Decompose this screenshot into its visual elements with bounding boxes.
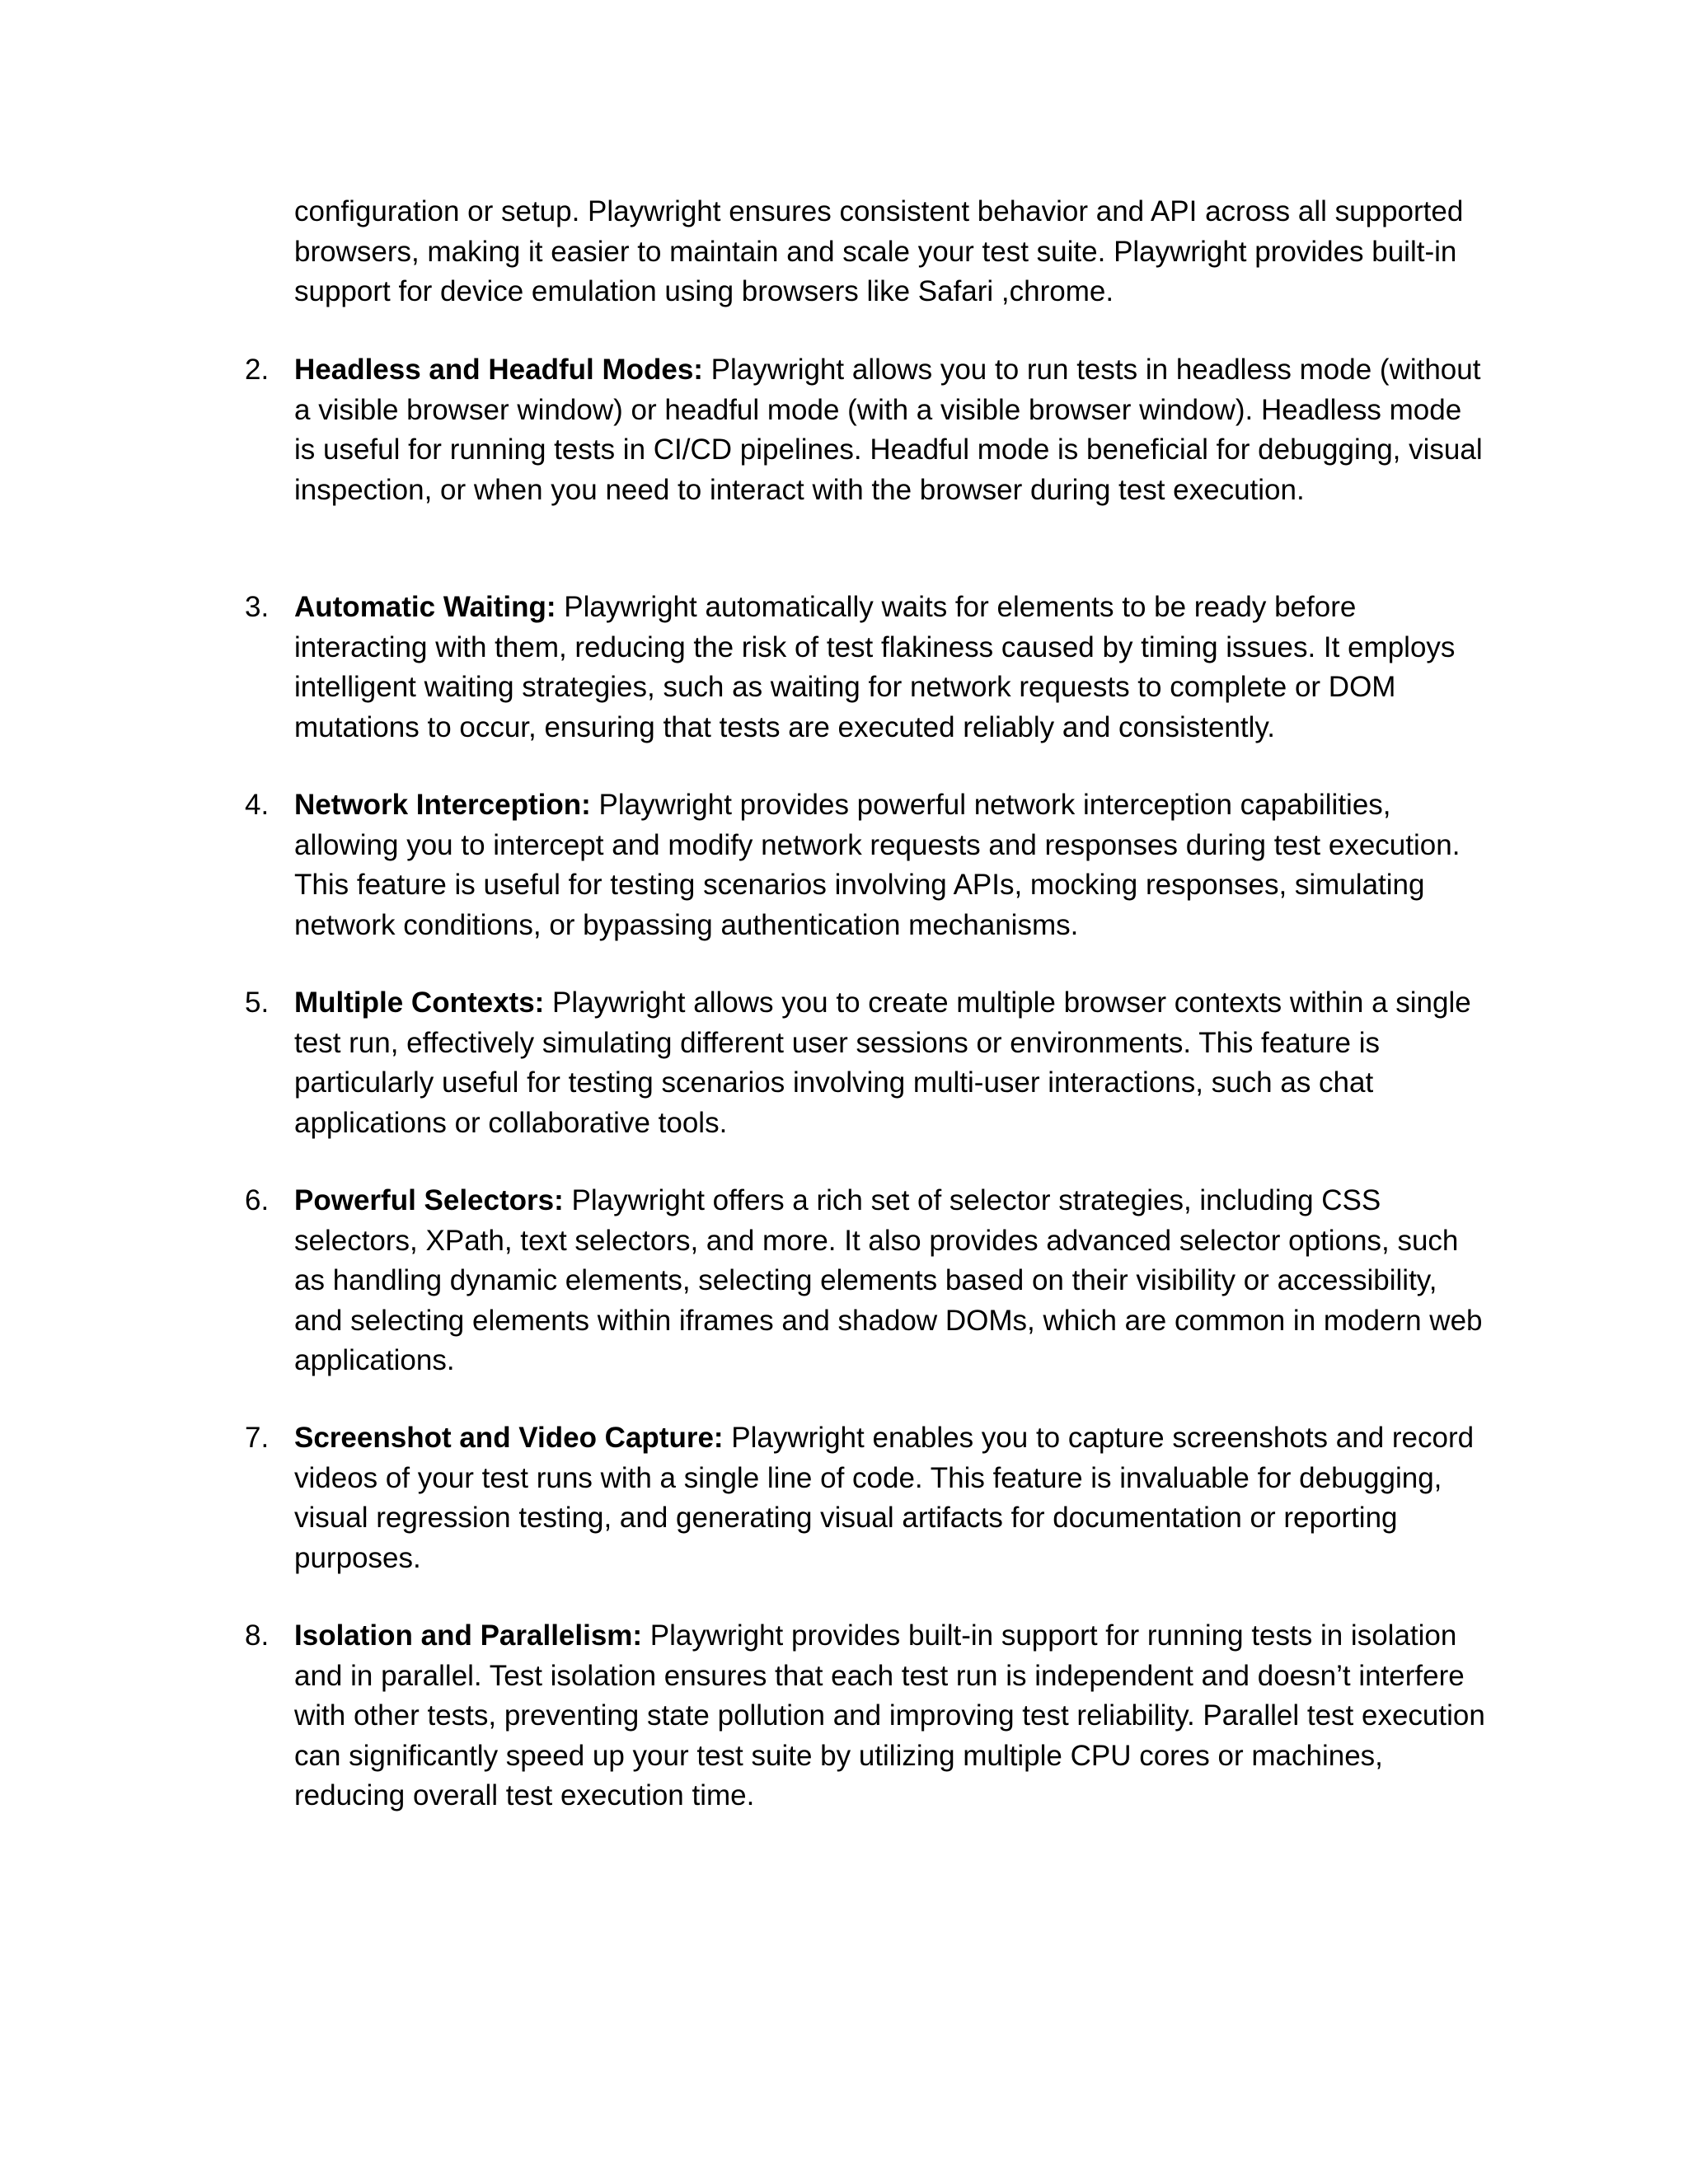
- list-item-body: [294, 1616, 1489, 1816]
- list-item-text: Playwright allows you to run tests in headless mode (without a visible browser window) or headful mode (with a visible browser window). Headless mode is useful for running tests in CI/CD pipelines. Headful mode is beneficial for debugging, visual inspection, or when you need to interact with the browser during test execution.: [294, 354, 1483, 506]
- list-item-text: Playwright allows you to create multiple browser contexts within a single test run, effectively simulating different user sessions or environments. This feature is particularly useful for testing scenarios involving multi-user interactions, such as chat applications or collaborative tools.: [294, 987, 1471, 1139]
- list-item-number: 4.: [245, 789, 270, 821]
- list-item-text: Playwright offers a rich set of selector strategies, including CSS selectors, XPath, text selectors, and more. It also provides advanced selector options, such as handling dynamic elements, selecting elements based on their visibility or accessibility, and selecting elements within iframes and shadow DOMs, which are common in modern web applications.: [294, 1184, 1483, 1376]
- list-item-text: Playwright enables you to capture screenshots and record videos of your test runs with a single line of code. This feature is invaluable for debugging, visual regression testing, and generating visual artifacts for documentation or reporting purposes.: [294, 1422, 1475, 1574]
- list-item-title: Network Interception:: [294, 789, 591, 821]
- list-item-title: Headless and Headful Modes:: [294, 354, 703, 386]
- list-item-title: Screenshot and Video Capture:: [294, 1422, 724, 1454]
- list-item-body: [294, 785, 1489, 945]
- list-item-title: Powerful Selectors:: [294, 1184, 564, 1216]
- list-item-number: 6.: [245, 1184, 270, 1216]
- list-item-title: Isolation and Parallelism:: [294, 1619, 643, 1652]
- list-item-number: 8.: [245, 1619, 270, 1652]
- list-item-body: [294, 1181, 1489, 1381]
- list-item-number: 3.: [245, 591, 270, 623]
- list-item-number: 5.: [245, 987, 270, 1019]
- list-item-title: Multiple Contexts:: [294, 987, 545, 1019]
- list-item-body: [294, 350, 1489, 510]
- continuation-paragraph: configuration or setup. Playwright ensures consistent behavior and API across all supported browsers, making it easier to maintain and scale your test suite. Playwright provides built-in support for device emulation using browsers like Safari ,chrome.: [294, 195, 1464, 307]
- list-item-number: 7.: [245, 1422, 270, 1454]
- list-item-text: Playwright provides built-in support for running tests in isolation and in parallel. Test isolation ensures that each test run is independent and doesn’t interfere with other tests, preventing state pollution and improving test reliability. Parallel test execution can significantly speed up your test suite by utilizing multiple CPU cores or machines, reducing overall test execution time.: [294, 1619, 1485, 1811]
- list-item-body: [294, 983, 1489, 1143]
- list-item-body: [294, 588, 1489, 748]
- list-item-number: 2.: [245, 354, 270, 386]
- list-item-text: Playwright automatically waits for elements to be ready before interacting with them, reducing the risk of test flakiness caused by timing issues. It employs intelligent waiting strategies, such as waiting for network requests to complete or DOM mutations to occur, ensuring that tests are executed reliably and consistently.: [294, 591, 1456, 743]
- list-item-body: [294, 1418, 1489, 1578]
- list-item-text: Playwright provides powerful network interception capabilities, allowing you to intercept and modify network requests and responses during test execution. This feature is useful for testing scenarios involving APIs, mocking responses, simulating network conditions, or bypassing authentication mechanisms.: [294, 789, 1461, 941]
- list-item-title: Automatic Waiting:: [294, 591, 556, 623]
